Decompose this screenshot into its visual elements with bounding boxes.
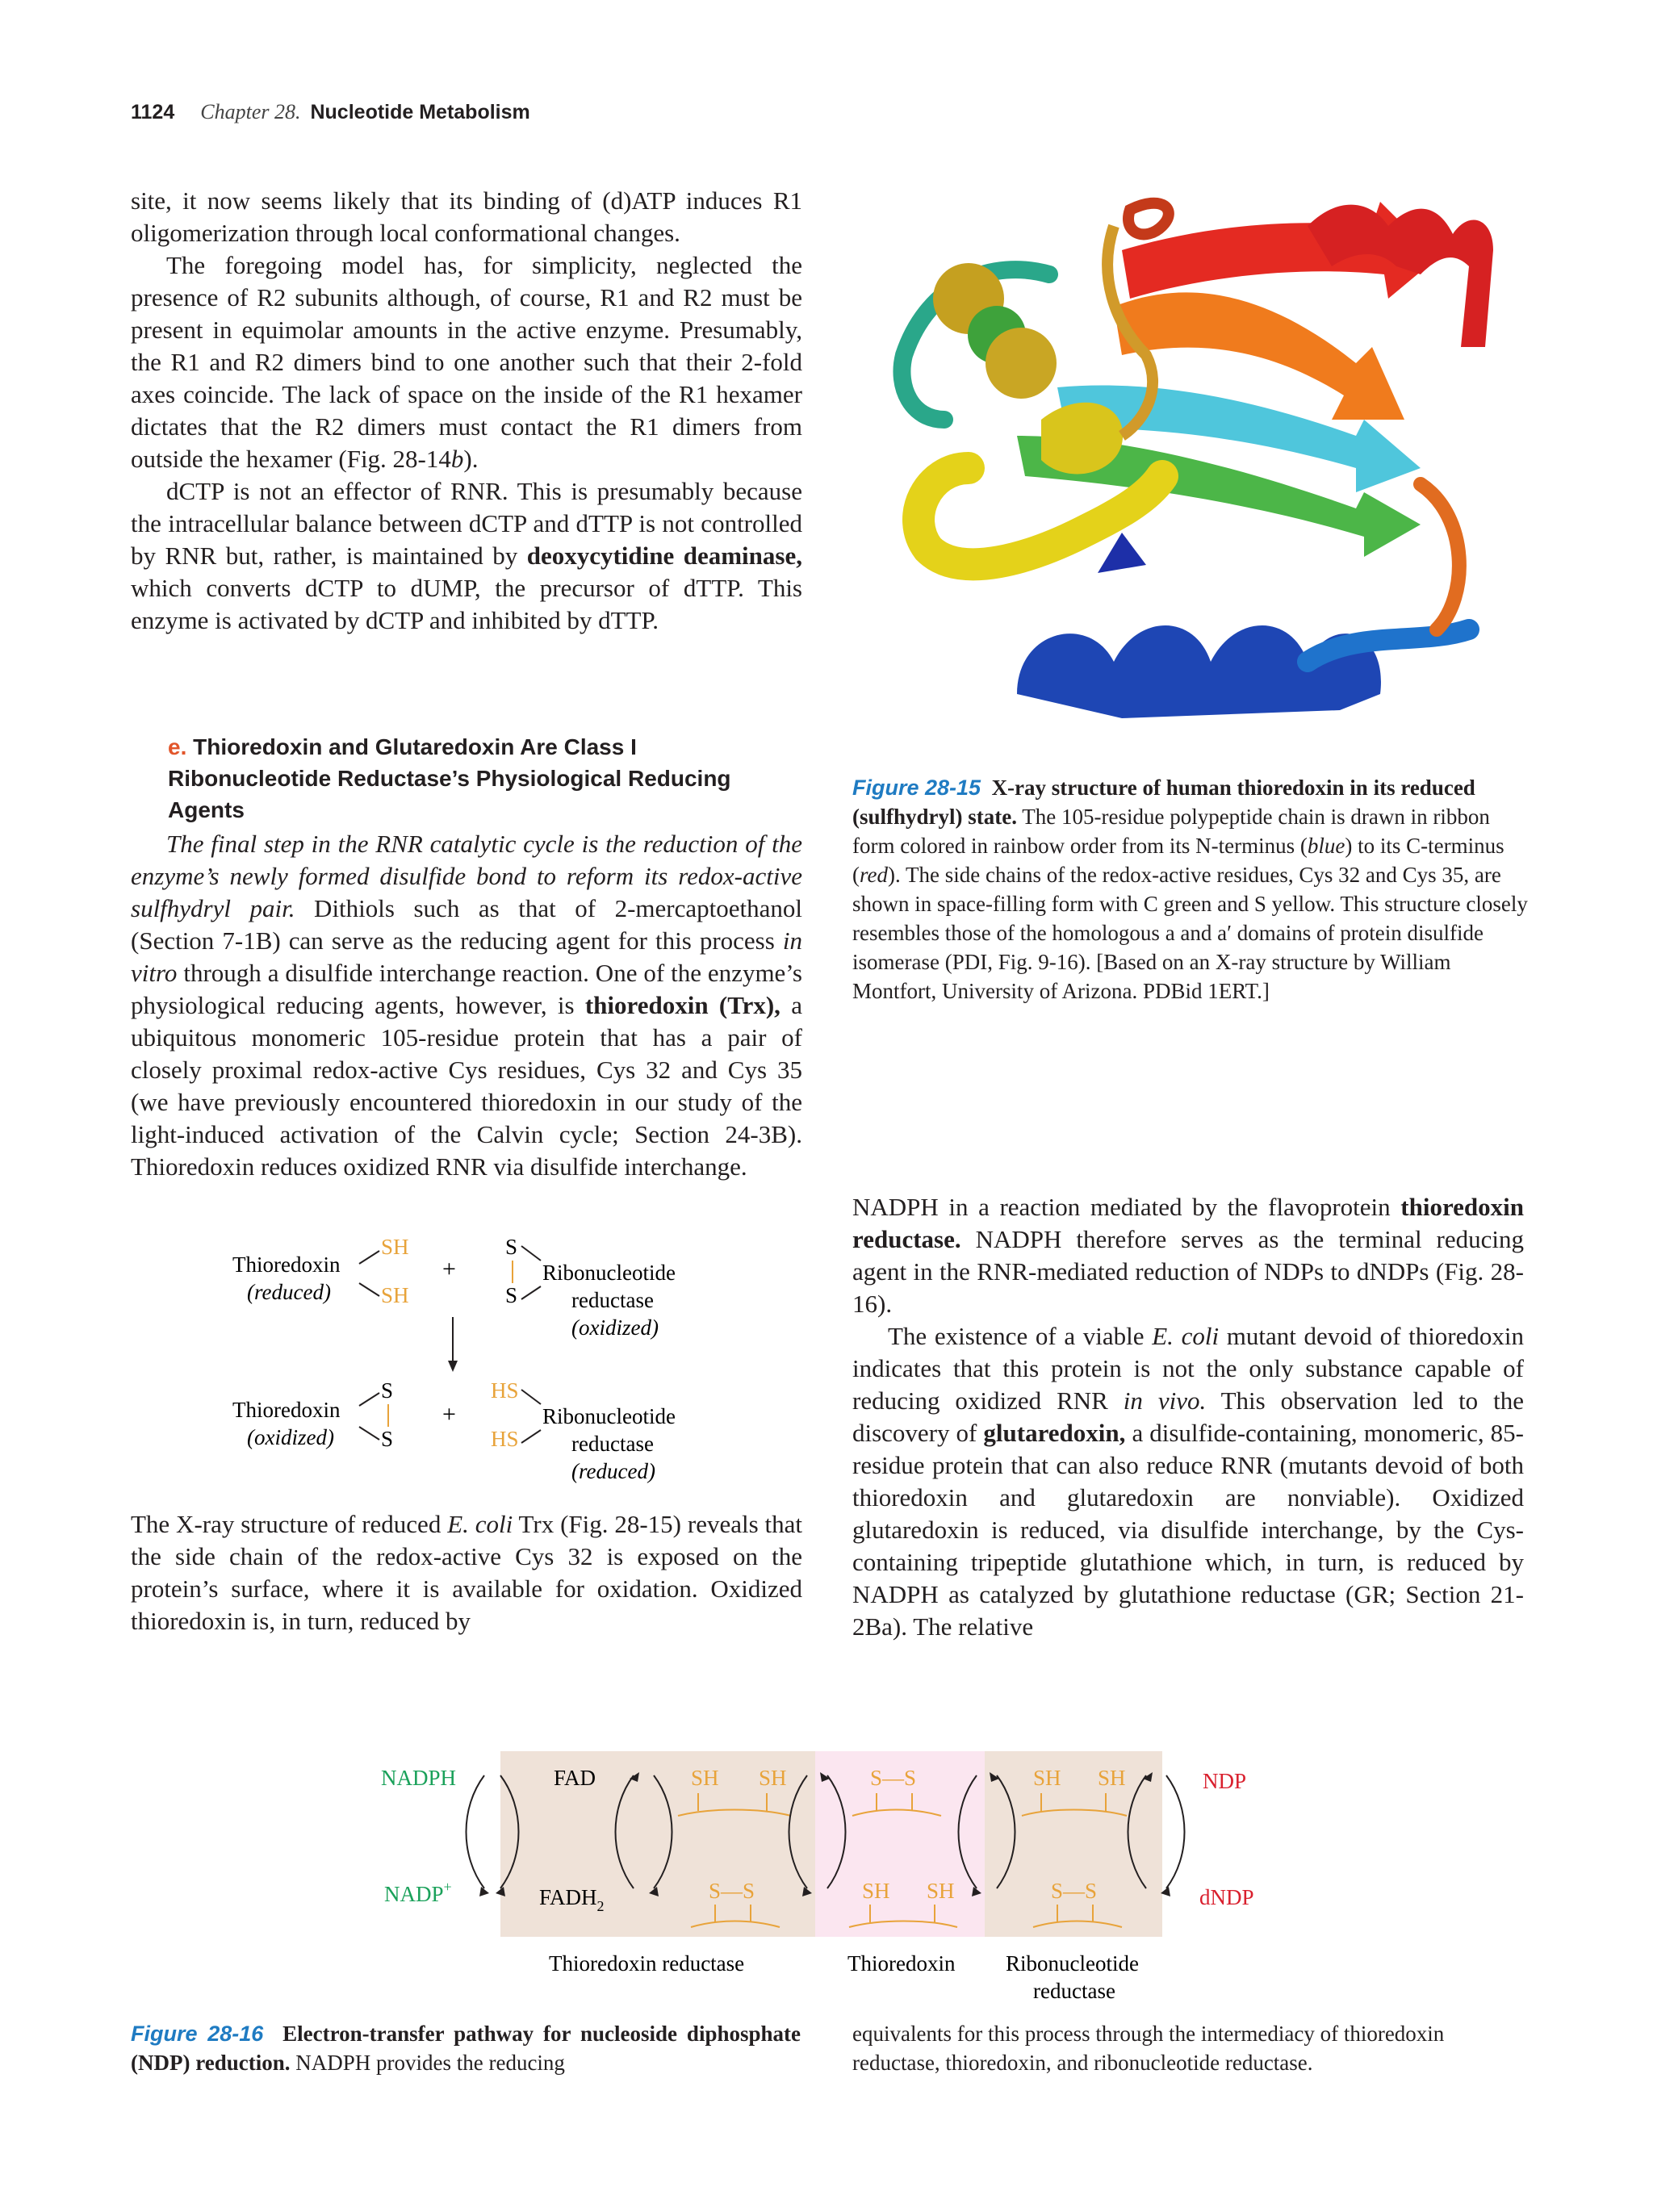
- thioredoxin-ribbon-structure: [856, 178, 1534, 759]
- ndp-label: NDP: [1203, 1769, 1247, 1793]
- electron-transfer-diagram: [371, 1743, 1275, 2001]
- curved-arrow: [1166, 1775, 1185, 1888]
- s-label: S: [505, 1283, 518, 1307]
- sh-label: SH: [927, 1879, 955, 1903]
- figure-label: Figure 28-15: [852, 776, 981, 800]
- helix-blue-end: [1308, 629, 1469, 662]
- reaction-arrowhead: [448, 1361, 458, 1372]
- disulfide-label: S—S: [870, 1766, 917, 1790]
- paragraph: The X-ray structure of reduced E. coli Trx (Fig. 28-15) reveals that the side chain of the redox-active Cys 32 is exposed on the protein’s surface, where it is available for oxidation. Oxidized thioredoxin is, in turn, reduced by: [131, 1510, 802, 1635]
- bond-line: [359, 1251, 379, 1264]
- nadph-label: NADPH: [381, 1766, 457, 1790]
- oxidized-label: (oxidized): [247, 1425, 334, 1449]
- sh-label: SH: [862, 1879, 890, 1903]
- paragraph: site, it now seems likely that its binding of (d)ATP induces R1 oligomerization through local conformational changes.: [131, 186, 802, 247]
- bond-line: [521, 1390, 541, 1404]
- paragraph: NADPH in a reaction mediated by the flavoprotein thioredoxin reductase. NADPH therefore serves as the terminal reducing agent in the RNR-mediated reduction of NDPs to dNDPs (Fig. 28-16).: [852, 1193, 1524, 1318]
- figure-28-16-caption-right: equivalents for this process through the intermediacy of thioredoxin reductase, thioredoxin, and ribonucleotide reductase.: [852, 2022, 1445, 2075]
- redox-reaction-scheme: [226, 1227, 743, 1485]
- reduced-label: (reduced): [247, 1280, 331, 1304]
- bond-line: [359, 1427, 379, 1440]
- plus-sign: +: [442, 1256, 456, 1282]
- page-header: [131, 100, 776, 132]
- bond-line: [521, 1286, 541, 1299]
- helix-blue: [1017, 625, 1381, 718]
- figure-label: Figure 28-16: [131, 2022, 264, 2046]
- ribonucleotide-label: Ribonucleotide: [542, 1261, 676, 1285]
- dndp-label: dNDP: [1199, 1885, 1254, 1909]
- paragraph: The existence of a viable E. coli mutant devoid of thioredoxin indicates that this protein is not the only substance capable of reducing oxidized RNR in vivo. This observation led to the discovery of glutaredoxin, a disulfide-containing, monomeric, 85-residue protein that can also reduce RNR (mutants devoid of both thioredoxin and glutaredoxin are nonviable). Oxidized glutaredoxin is reduced, via disulfide interchange, by the Cys-containing tripeptide glutathione which, in turn, is reduced by NADPH as catalyzed by glutathione reductase (GR; Section 21-2Ba). The relative: [852, 1322, 1525, 1641]
- left-column-middle: [131, 828, 802, 1183]
- cys-sulfur-sphere: [986, 328, 1057, 399]
- chapter-title: Nucleotide Metabolism: [310, 101, 530, 123]
- plus-sign: +: [442, 1401, 456, 1428]
- nadp-label: NADP+: [384, 1879, 452, 1906]
- thioredoxin-label: Thioredoxin: [232, 1398, 341, 1422]
- ribonucleotide-label: Ribonucleotide: [542, 1404, 676, 1428]
- reductase-label: reductase: [571, 1432, 654, 1456]
- curved-arrow: [467, 1775, 485, 1888]
- disulfide-label: S—S: [1051, 1879, 1098, 1903]
- page-number: 1124: [131, 101, 175, 123]
- loop-orange: [1421, 484, 1459, 629]
- s-label: S: [381, 1378, 394, 1403]
- s-label: S: [505, 1235, 518, 1259]
- fadh2-label: $FADH_2$: [539, 1885, 605, 1914]
- reduced-label: (reduced): [571, 1459, 655, 1483]
- hs-label: HS: [491, 1427, 519, 1451]
- oxidized-label: (oxidized): [571, 1315, 659, 1340]
- thioredoxin-label: Thioredoxin: [847, 1951, 956, 1976]
- sh-label: SH: [1098, 1766, 1126, 1790]
- bond-line: [521, 1246, 541, 1261]
- ribonucleotide-label: Ribonucleotide: [1006, 1951, 1139, 1976]
- paragraph: The foregoing model has, for simplicity, neglected the presence of R2 subunits although, of course, R1 and R2 must be present in equimolar amounts in the active enzyme. Presumably, the R1 and R2 dimers bind to one another such that their 2-fold axes coincide. The lack of space on the inside of the R1 hexamer dictates that the R2 dimers must contact the R1 dimers from outside the hexamer (Fig. 28-14b).: [131, 251, 802, 473]
- sh-label: SH: [381, 1283, 409, 1307]
- disulfide-label: S—S: [709, 1879, 755, 1903]
- loop-red: [1128, 203, 1169, 235]
- reductase-label: reductase: [571, 1288, 654, 1312]
- sh-label: SH: [381, 1235, 409, 1259]
- chapter-label: Chapter 28.: [200, 100, 301, 123]
- left-column-top: [131, 185, 802, 637]
- paragraph: The final step in the RNR catalytic cycle is the reduction of the enzyme’s newly formed disulfide bond to reform its redox-active sulfhydryl pair. Dithiols such as that of 2-mercaptoethanol (Section 7-1B) can serve as the reducing agent for this process in vitro through a disulfide interchange reaction. One of the enzyme’s physiological reducing agents, however, is thioredoxin (Trx), a ubiquitous monomeric 105-residue protein that has a pair of closely proximal redox-active Cys residues, Cys 32 and Cys 35 (we have previously encountered thioredoxin in our study of the light-induced activation of the Calvin cycle; Section 24-3B). Thioredoxin reduces oxidized RNR via disulfide interchange.: [131, 830, 802, 1181]
- section-title: Thioredoxin and Glutaredoxin Are Class I Ribonucleotide Reductase’s Physiological Reducing Agents: [168, 734, 731, 822]
- right-column-text: [852, 1191, 1524, 1643]
- figure-28-16-caption-left: Figure 28-16 Electron-transfer pathway for nucleoside diphosphate (NDP) reduction. NADPH provides the reducing: [131, 2022, 801, 2075]
- bond-line: [521, 1430, 541, 1443]
- section-letter: e.: [168, 734, 187, 759]
- fad-label: FAD: [554, 1766, 596, 1790]
- bond-line: [359, 1393, 379, 1406]
- sh-label: SH: [759, 1766, 787, 1790]
- section-heading: [168, 731, 749, 826]
- paragraph: dCTP is not an effector of RNR. This is presumably because the intracellular balance between dCTP and dTTP is not controlled by RNR but, rather, is maintained by deoxycytidine deaminase, which converts dCTP to dUMP, the precursor of dTTP. This enzyme is activated by dCTP and inhibited by dTTP.: [131, 477, 802, 634]
- s-label: S: [381, 1427, 394, 1451]
- left-column-bottom: [131, 1508, 802, 1637]
- thioredoxin-label: Thioredoxin: [232, 1252, 341, 1277]
- sh-label: SH: [691, 1766, 719, 1790]
- ribonucleotide-reductase-box: [985, 1751, 1162, 1937]
- hs-label: HS: [491, 1378, 519, 1403]
- sh-label: SH: [1033, 1766, 1061, 1790]
- reductase-label: reductase: [1033, 1979, 1115, 2001]
- figure-28-15-caption: Figure 28-15 X-ray structure of human thioredoxin in its reduced (sulfhydryl) state. The 105-residue polypeptide chain is drawn in ribbon form colored in rainbow order from its N-terminus (blue) to its C-terminus (red). The side chains of the redox-active residues, Cys 32 and Cys 35, are shown in space-filling form with C green and S yellow. This structure closely resembles those of the homologous a and a′ domains of protein disulfide isomerase (PDI, Fig. 9-16). [Based on an X-ray structure by William Montfort, University of Arizona. PDBid 1ERT.]: [852, 776, 1528, 1003]
- thioredoxin-reductase-label: Thioredoxin reductase: [549, 1951, 745, 1976]
- bond-line: [359, 1283, 379, 1296]
